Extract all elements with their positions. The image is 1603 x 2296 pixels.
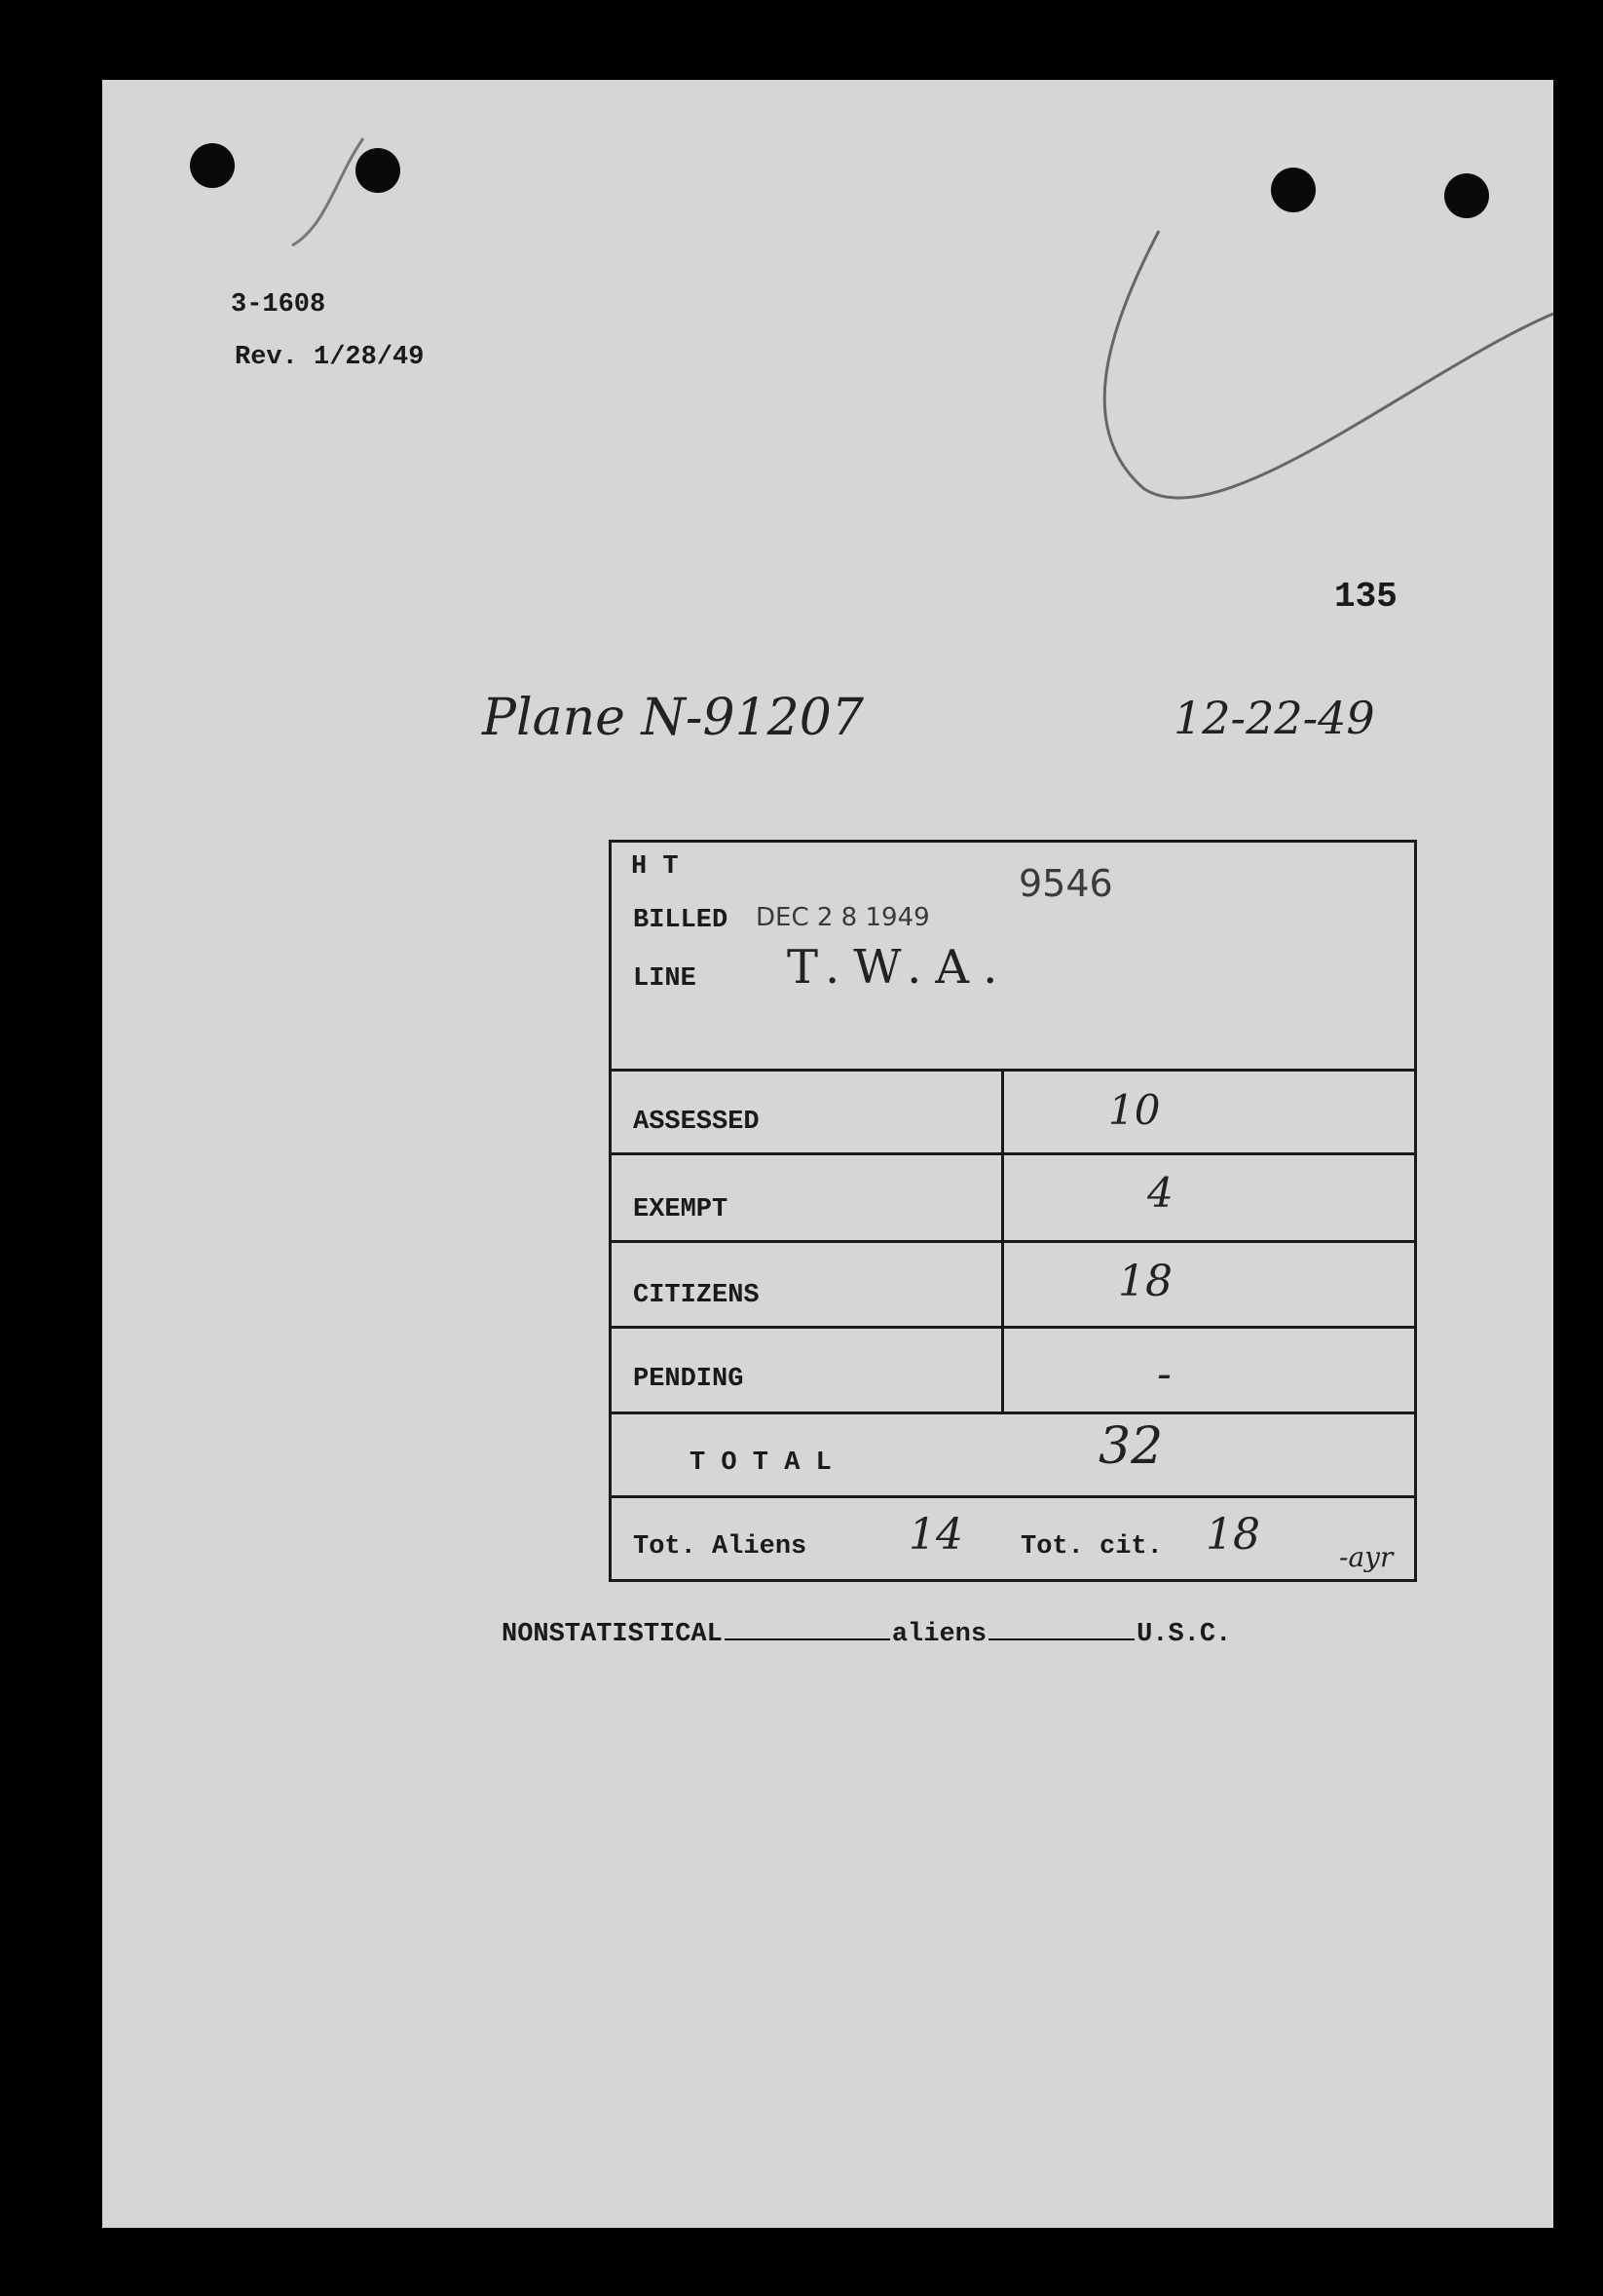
total-label: T O T A L — [690, 1449, 832, 1478]
value-column-divider — [1001, 1069, 1004, 1411]
aliens-label: aliens — [891, 1620, 988, 1649]
row-divider — [612, 1326, 1414, 1329]
airline-name: T.W.A. — [787, 940, 1012, 995]
assessed-label: ASSESSED — [633, 1108, 760, 1137]
pending-value: - — [1157, 1349, 1172, 1399]
revision-date: Rev. 1/28/49 — [235, 343, 425, 372]
ht-label: H T — [631, 852, 679, 882]
usc-label: U.S.C. — [1137, 1620, 1232, 1649]
citizens-label: CITIZENS — [633, 1281, 760, 1310]
nonstatistical-line — [502, 1617, 1231, 1649]
usc-blank — [988, 1617, 1135, 1640]
total-aliens-value: 14 — [909, 1510, 963, 1560]
total-citizens-value: 18 — [1206, 1510, 1260, 1560]
page-number: 135 — [1334, 577, 1398, 617]
form-number: 3-1608 — [231, 290, 326, 320]
nonstatistical-label: NONSTATISTICAL — [502, 1620, 723, 1649]
exempt-value: 4 — [1147, 1169, 1174, 1217]
citizens-value: 18 — [1118, 1257, 1173, 1306]
stamp-number: 9546 — [1019, 862, 1113, 905]
billed-label: BILLED — [633, 906, 728, 935]
pencil-mark-graphic — [102, 80, 1553, 567]
total-citizens-label: Tot. cit. — [1021, 1532, 1163, 1562]
row-divider — [612, 1152, 1414, 1155]
line-label: LINE — [633, 964, 696, 994]
row-divider — [612, 1411, 1414, 1414]
margin-initials: -ayr — [1339, 1541, 1394, 1573]
handwritten-plane-number: Plane N-91207 — [482, 689, 864, 747]
assessed-value: 10 — [1108, 1086, 1161, 1134]
row-divider — [612, 1495, 1414, 1498]
document-page — [102, 80, 1553, 2228]
total-value: 32 — [1099, 1417, 1164, 1476]
total-aliens-label: Tot. Aliens — [633, 1532, 807, 1562]
manifest-summary-form — [609, 840, 1417, 1582]
exempt-label: EXEMPT — [633, 1195, 728, 1224]
billed-date-stamp: DEC 2 8 1949 — [756, 903, 930, 932]
pending-label: PENDING — [633, 1365, 744, 1394]
row-divider — [612, 1240, 1414, 1243]
aliens-blank — [725, 1617, 890, 1640]
handwritten-date: 12-22-49 — [1174, 692, 1375, 744]
section-divider — [612, 1069, 1414, 1072]
